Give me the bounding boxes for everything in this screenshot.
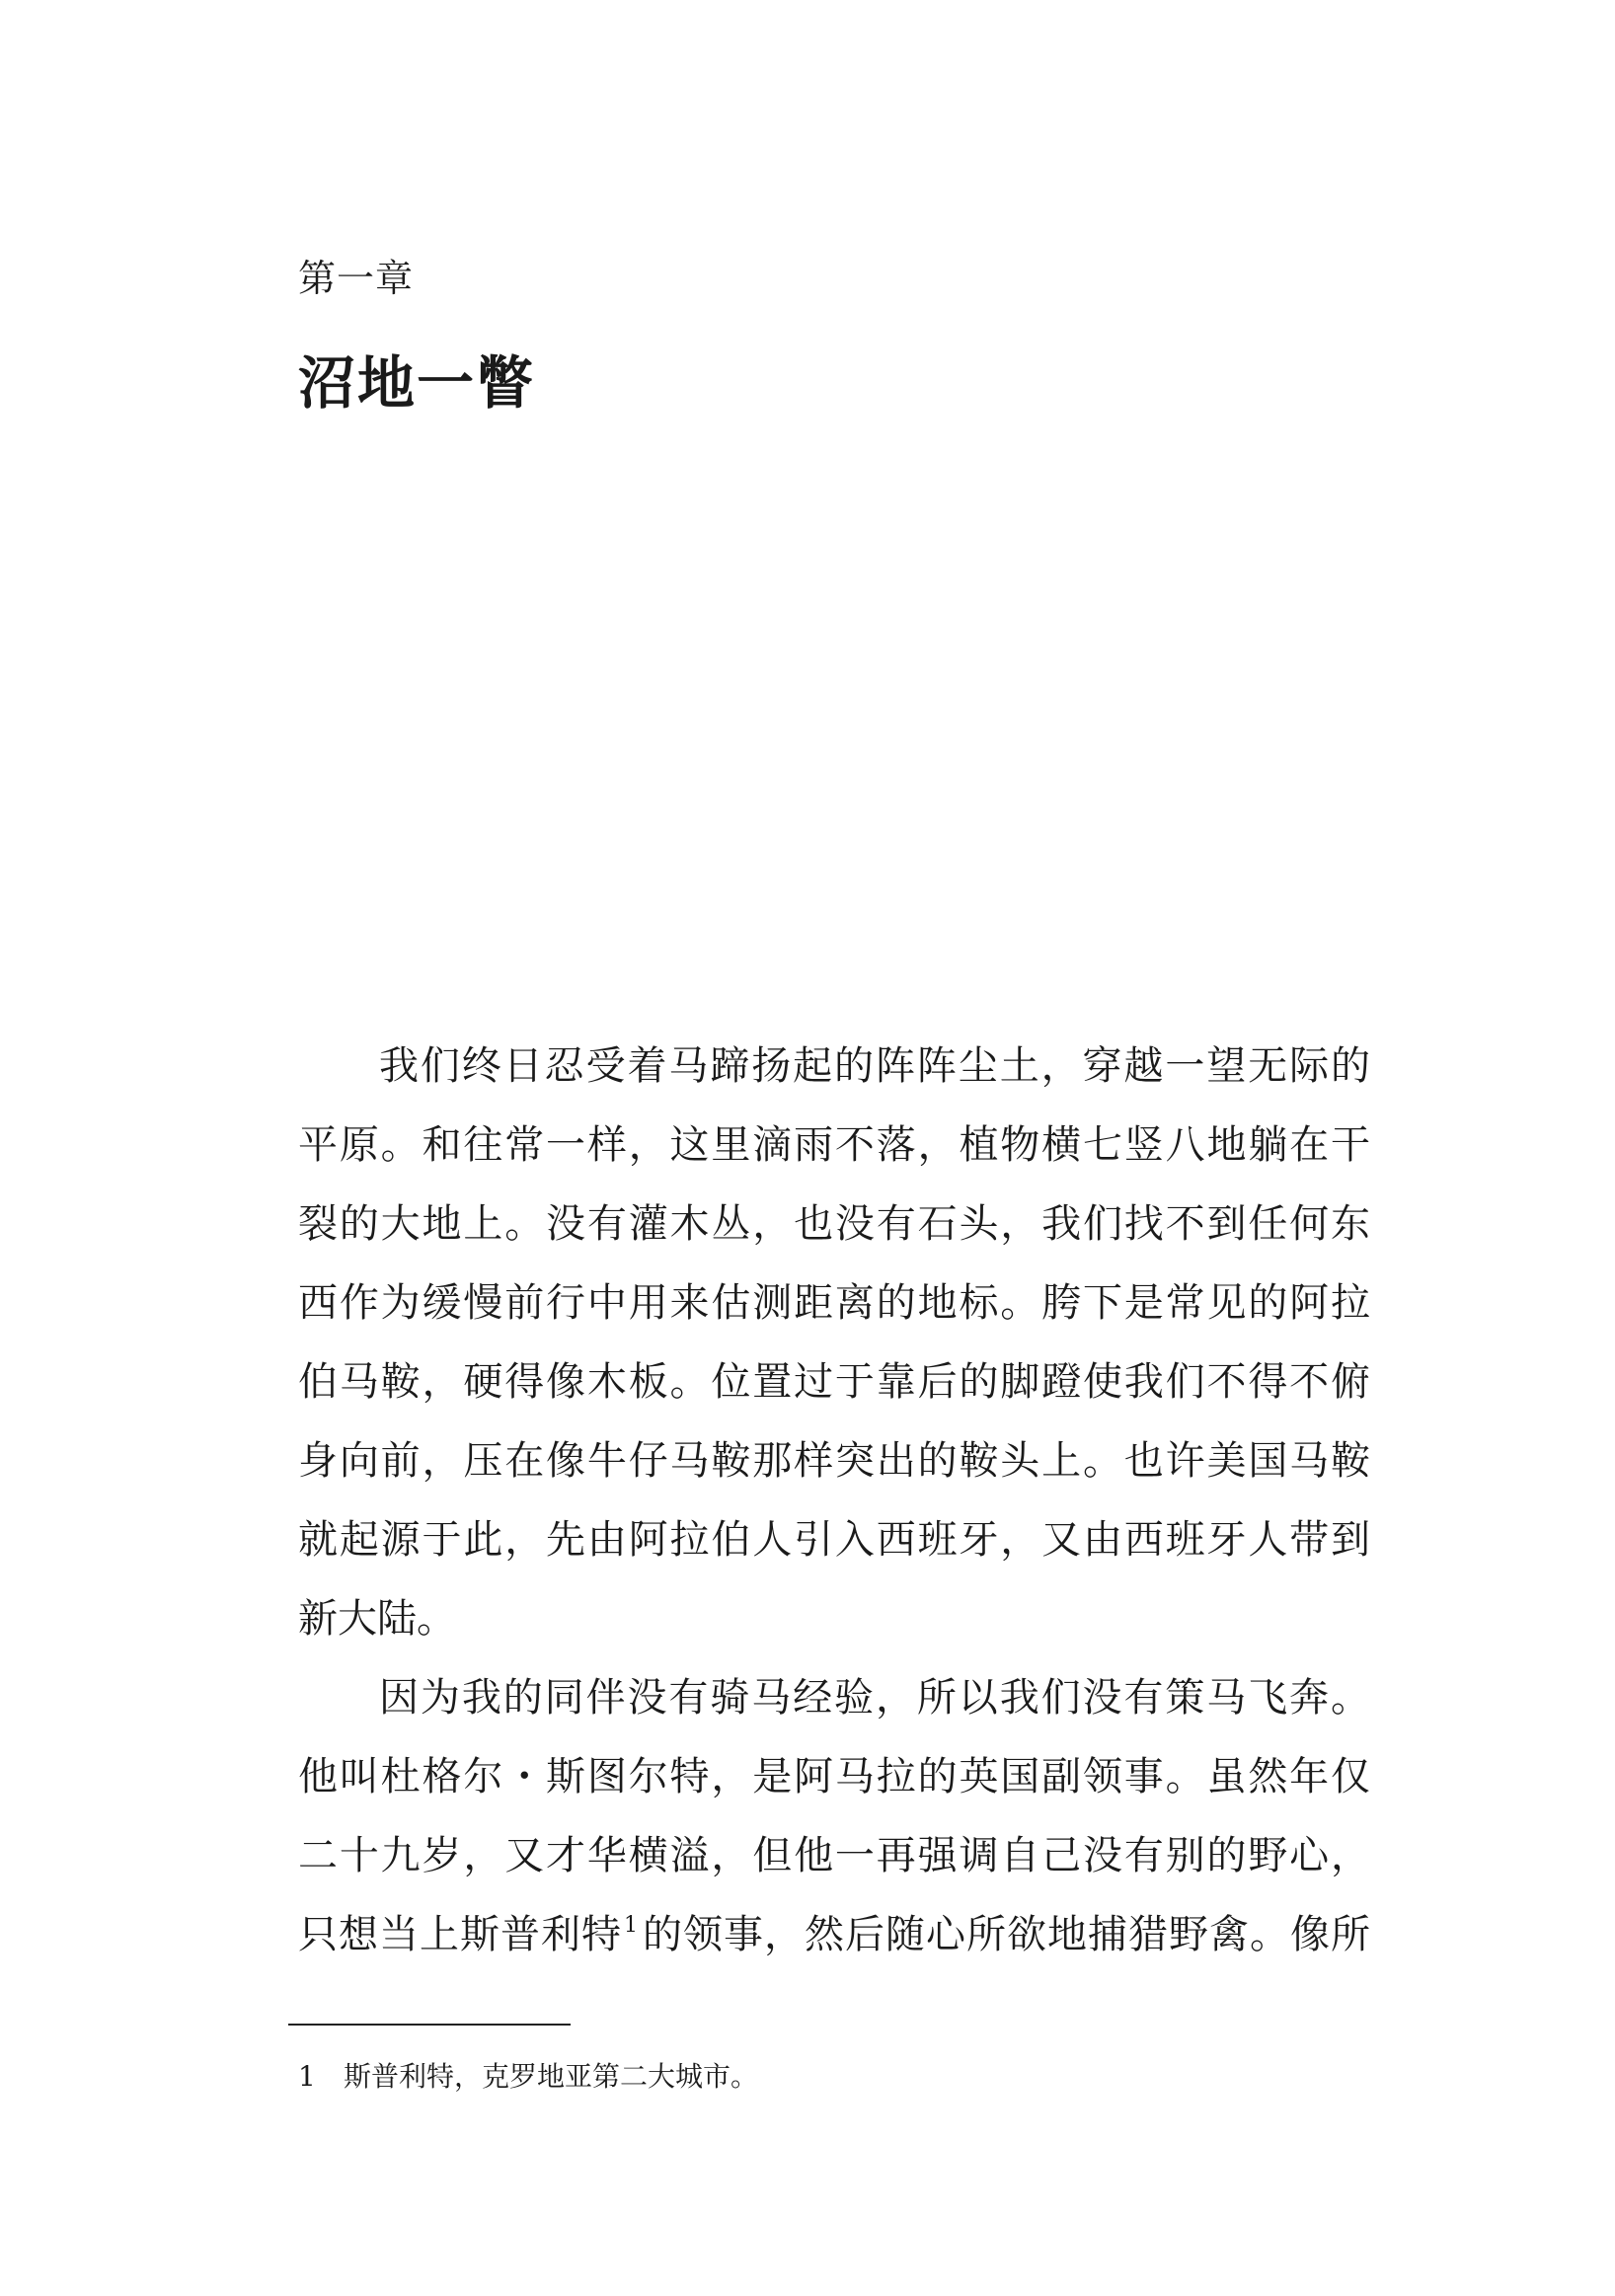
text-line: 平原。和往常一样，这里滴雨不落，植物横七竖八地躺在干 (298, 1122, 1370, 1168)
footnote-number: 1 (298, 2060, 316, 2093)
text-line: 身向前，压在像牛仔马鞍那样突出的鞍头上。也许美国马鞍 (298, 1438, 1370, 1484)
text-line: 二十九岁，又才华横溢，但他一再强调自己没有别的野心， (298, 1833, 1370, 1878)
text-line: 西作为缓慢前行中用来估测距离的地标。胯下是常见的阿拉 (298, 1280, 1370, 1326)
chapter-label: 第一章 (298, 257, 415, 300)
text-segment: 只想当上斯普利特 (298, 1912, 622, 1957)
footnote-divider (288, 2024, 571, 2026)
footnote (298, 2057, 758, 2097)
text-line: 裂的大地上。没有灌木丛，也没有石头，我们找不到任何东 (298, 1201, 1370, 1247)
text-line-with-footnote-ref (298, 1895, 1370, 1974)
text-line: 就起源于此，先由阿拉伯人引入西班牙，又由西班牙人带到 (298, 1517, 1370, 1563)
text-line: 我们终日忍受着马蹄扬起的阵阵尘土，穿越一望无际的 (379, 1043, 1370, 1089)
text-segment: 的领事，然后随心所欲地捕猎野禽。像所 (642, 1912, 1370, 1957)
body-text (298, 1027, 1370, 1974)
footnote-reference[interactable]: 1 (624, 1913, 638, 1938)
text-line: 他叫杜格尔・斯图尔特，是阿马拉的英国副领事。虽然年仅 (298, 1754, 1370, 1799)
text-line: 伯马鞍，硬得像木板。位置过于靠后的脚蹬使我们不得不俯 (298, 1359, 1370, 1405)
chapter-title: 沼地一瞥 (298, 349, 536, 417)
text-line: 新大陆。 (298, 1596, 456, 1642)
text-line: 因为我的同伴没有骑马经验，所以我们没有策马飞奔。 (379, 1675, 1370, 1721)
footnote-text: 斯普利特，克罗地亚第二大城市。 (344, 2060, 759, 2093)
